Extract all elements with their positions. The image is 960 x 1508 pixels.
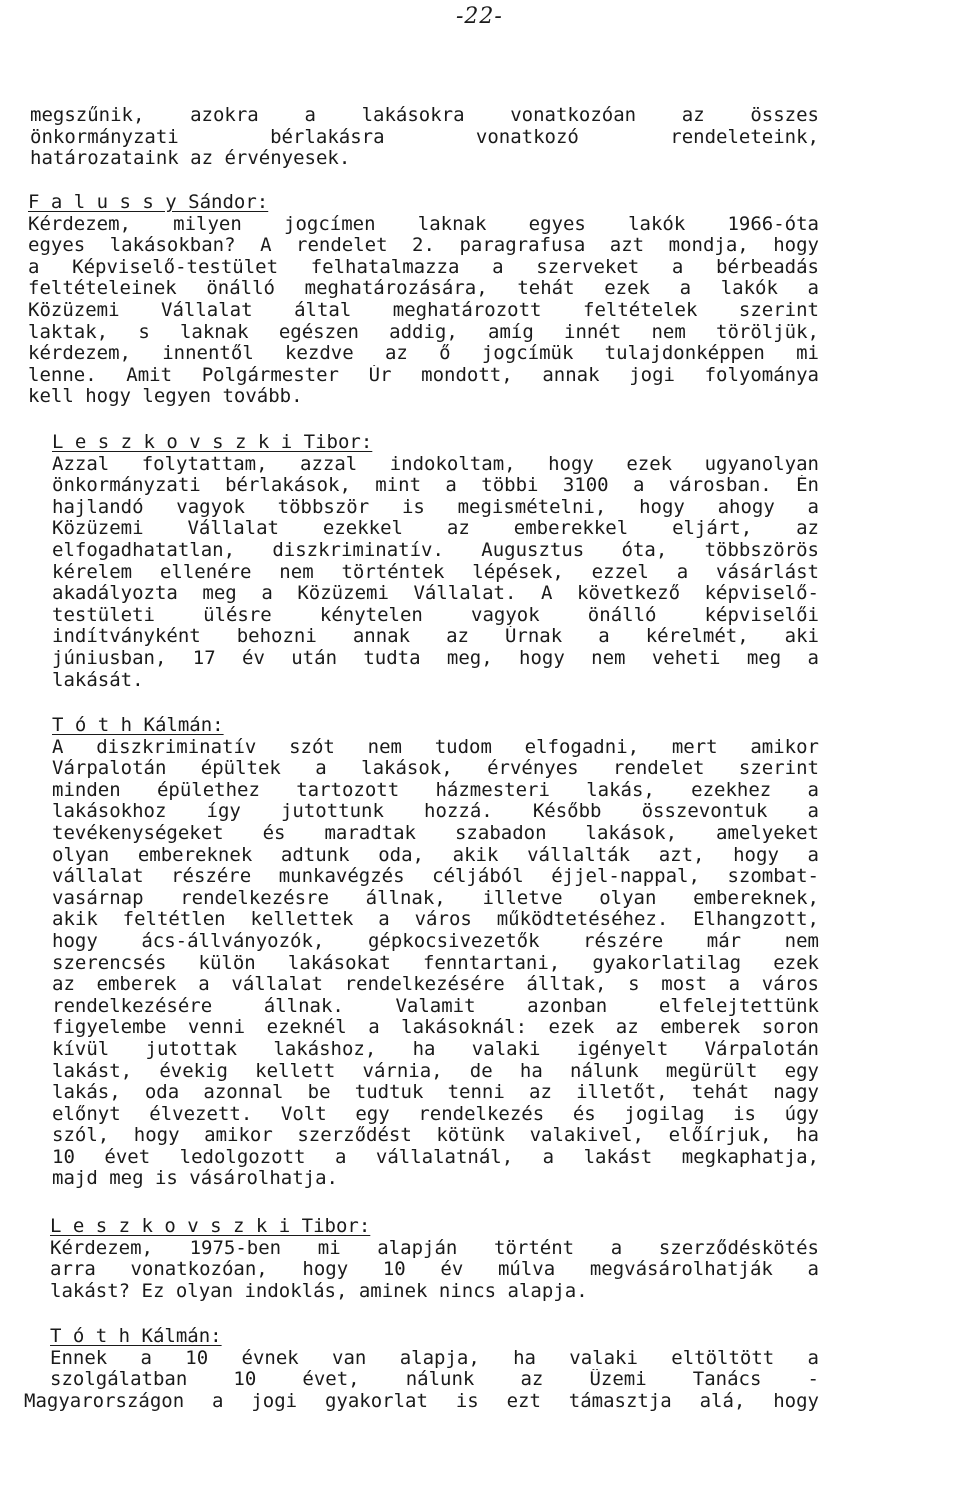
- paragraph-falussy: [28, 192, 819, 408]
- text-line: egyes lakásokban? A rendelet 2. paragrafusa azt mondja, hogy: [28, 235, 819, 257]
- text-line: Várpalotán épültek a lakások, érvényes rendelet szerint: [52, 758, 819, 780]
- text-line: hogy ács-állványozók, gépkocsivezetők részére már nem: [52, 930, 819, 952]
- text-line: szolgálatban 10 évet, nálunk az Üzemi Tanács -: [50, 1369, 819, 1391]
- text-line: akadályozta meg a Közüzemi Vállalat. A következő képviselő-: [52, 583, 819, 605]
- text-line: szerencsés külön lakásokat fenntartani, gyakorlatilag ezek: [52, 952, 819, 974]
- text-line: akik feltétlen kellettek a város működtetéséhez. Elhangzott,: [52, 909, 819, 931]
- text-line: lakást? Ez olyan indoklás, aminek nincs alapja.: [50, 1280, 588, 1302]
- text-line: önkormányzati bérlakások, mint a többi 3100 a városban. Én: [52, 475, 819, 497]
- paragraph-intro: [30, 105, 819, 170]
- text-line: önkormányzati bérlakásra vonatkozó rendeleteink,: [30, 126, 819, 148]
- text-line: a Képviselő-testület felhatalmazza a szerveket a bérbeadás: [28, 256, 819, 278]
- paragraph-toth-2: [24, 1326, 819, 1412]
- text-line: vállalat részére munkavégzés céljából éjjel-nappal, szombat-: [52, 866, 819, 888]
- text-line: kérelem ellenére nem történtek lépések, ezzel a vásárlást: [52, 561, 819, 583]
- text-line: testületi ülésre kénytelen vagyok önálló képviselői: [52, 604, 819, 626]
- paragraph-leszkovszki-2: [50, 1216, 819, 1302]
- text-line: szól, hogy amikor szerződést kötünk valakivel, előírjuk, ha: [52, 1125, 819, 1147]
- speaker-name: T ó t h Kálmán:: [50, 1326, 222, 1347]
- text-line: Azzal folytattam, azzal indokoltam, hogy ezek ugyanolyan: [52, 453, 819, 475]
- text-line: Kérdezem, milyen jogcímen laknak egyes lakók 1966-óta: [28, 213, 819, 235]
- text-line: lakást, évekig kellett várnia, de ha nálunk megürült egy: [52, 1060, 819, 1082]
- text-line: megszűnik, azokra a lakásokra vonatkozóan az összes: [30, 105, 819, 126]
- speaker-name: F a l u s s y Sándor:: [28, 192, 269, 213]
- text-line: hajlandó vagyok többször is megismételni, hogy ahogy a: [52, 496, 819, 518]
- text-line: lakását.: [52, 669, 144, 691]
- text-line: kell hogy legyen tovább.: [28, 386, 303, 408]
- text-line: Magyarországon a jogi gyakorlat is ezt támasztja alá, hogy: [24, 1390, 819, 1412]
- text-line: indítványként behozni annak az Úrnak a kérelmét, aki: [52, 626, 819, 648]
- text-line: Ennek a 10 évnek van alapja, ha valaki eltöltött a: [50, 1347, 819, 1369]
- text-line: határozataink az érvényesek.: [30, 148, 351, 170]
- speaker-name: T ó t h Kálmán:: [52, 715, 224, 736]
- text-line: vasárnap rendelkezésre állnak, illetve olyan embereknek,: [52, 887, 819, 909]
- text-line: lenne. Amit Polgármester Úr mondott, annak jogi folyománya: [28, 364, 819, 386]
- text-line: előnyt élvezett. Volt egy rendelkezés és jogilag is úgy: [52, 1103, 819, 1125]
- paragraph-toth-1: [52, 715, 819, 1190]
- text-line: olyan embereknek adtunk oda, akik vállalták azt, hogy a: [52, 844, 819, 866]
- text-line: 10 évet ledolgozott a vállalatnál, a lakást megkaphatja,: [52, 1146, 819, 1168]
- text-line: Közüzemi Vállalat ezekkel az emberekkel eljárt, az: [52, 518, 819, 540]
- text-line: figyelembe venni ezeknél a lakásoknál: ezek az emberek soron: [52, 1017, 819, 1039]
- text-line: Kérdezem, 1975-ben mi alapján történt a szerződéskötés: [50, 1237, 819, 1259]
- text-line: majd meg is vásárolhatja.: [52, 1168, 338, 1190]
- text-line: elfogadhatatlan, diszkriminatív. Augusztus óta, többszörös: [52, 539, 819, 561]
- text-line: lakás, oda azonnal be tudtuk tenni az illetőt, tehát nagy: [52, 1082, 819, 1104]
- text-line: arra vonatkozóan, hogy 10 év múlva megvásárolhatják a: [50, 1259, 819, 1281]
- text-line: kívül jutottak lakáshoz, ha valaki igényelt Várpalotán: [52, 1038, 819, 1060]
- text-line: júniusban, 17 év után tudta meg, hogy nem veheti meg a: [52, 647, 819, 669]
- text-line: kérdezem, innentől kezdve az ő jogcímük tulajdonképpen mi: [28, 343, 819, 365]
- text-line: rendelkezésére állnak. Valamit azonban elfelejtettünk: [52, 995, 819, 1017]
- text-line: lakásokhoz így jutottunk hozzá. Később összevontuk a: [52, 801, 819, 823]
- text-line: A diszkriminatív szót nem tudom elfogadni, mert amikor: [52, 736, 819, 758]
- speaker-name: L e s z k o v s z k i Tibor:: [50, 1216, 371, 1237]
- text-line: Közüzemi Vállalat által meghatározott feltételek szerint: [28, 299, 819, 321]
- speaker-name: L e s z k o v s z k i Tibor:: [52, 432, 373, 453]
- text-line: tevékenységeket és maradtak szabadon lakások, amelyeket: [52, 822, 819, 844]
- text-line: az emberek a vállalat rendelkezésére álltak, s most a város: [52, 974, 819, 996]
- text-line: feltételeinek önálló meghatározására, tehát ezek a lakók a: [28, 278, 819, 300]
- text-line: minden épülethez tartozott házmesteri lakás, ezekhez a: [52, 779, 819, 801]
- page-number: -22-: [456, 4, 503, 29]
- text-line: laktak, s laknak egészen addig, amíg innét nem töröljük,: [28, 321, 819, 343]
- paragraph-leszkovszki-1: [52, 432, 819, 691]
